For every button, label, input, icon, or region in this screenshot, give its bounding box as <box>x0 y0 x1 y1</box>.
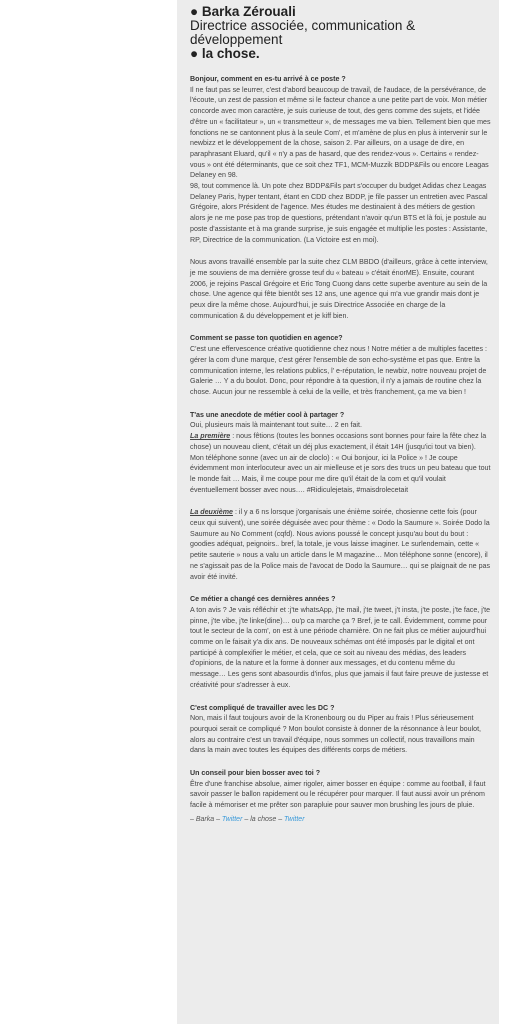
question-heading: T'as une anecdote de métier cool à partager ? <box>190 410 345 419</box>
answer-intro: Oui, plusieurs mais là maintenant tout suite… 2 en fait. <box>190 421 362 430</box>
answer-paragraph: Être d'une franchise absolue, aimer rigoler, aimer bosser en équipe : comme au football, il faut savoir passer le ballon rapidement ou le récupérer pour marquer. Il faut aussi avoir un prénom facile à mémoriser et me prêter son parapluie pour sauver mon brushing les jours de pluie. <box>190 779 486 810</box>
anecdote-second <box>190 507 491 582</box>
section-daily <box>190 333 491 397</box>
section-dc <box>190 703 491 757</box>
person-title-cont: développement <box>190 32 283 47</box>
answer-paragraph: Non, mais il faut toujours avoir de la Kronenbourg ou du Piper au frais ! Plus sérieusement pourquoi serait ce compliqué ? Mon boulot consiste à donner de la résonnance à leur boulot, alors au contraire c'est un travail d'équipe, nous sommes un collectif, nous travaillons main dans la main avec toutes les équipes des différents corps de métiers. <box>190 714 482 755</box>
question-heading: C'est compliqué de travailler avec les DC ? <box>190 703 335 712</box>
answer-paragraph: C'est une effervescence créative quotidienne chez nous ! Notre métier a de multiples facettes : gérer la com d'une marque, c'est gérer l'ensemble de son echo-système et pas que. Entre la communication interne, les relations publics, l' e-réputation, le newbiz, notre nouveau projet de Galerie … Y a du boulot. Donc, pour répondre à ta question, il n'y a jamais de routine chez la chose. Aucun jour ne ressemble à celui de la veille, et très franchement, ça me va bien ! <box>190 345 487 396</box>
question-heading: Ce métier a changé ces dernières années ? <box>190 595 336 604</box>
answer-paragraph: Il ne faut pas se leurrer, c'est d'abord beaucoup de travail, de l'audace, de la persévérance, de l'écoute, un zest de passion et même si le facteur chance a une petite part de voix. Mon métier concorde avec mon caractère, je suis curieuse de tout, des gens comme des sujets, et l'idée d'être un « facilitateur », un « transmetteur », de messages me va bien. Tellement bien que mes fonctions ne se cantonnent plus à la seule Com', et m'amène de plus en plus à intervenir sur le newbizz et le développement de la chose, saison 2. Par ailleurs, on a usage de dire, en paraphrasant Eluard, qu'il « n'y a pas de hasard, que des rendez-vous ». Certains « rendez-vous » ont été déterminants, que ce soit chez TF1, MCM-Muzzik BDDP&Fils ou encore Leagas Delaney en 98. <box>190 85 491 180</box>
twitter-link-lachose[interactable]: Twitter <box>284 815 305 823</box>
twitter-link-barka[interactable]: Twitter <box>221 815 243 823</box>
agency-name: ● la chose. <box>190 46 260 61</box>
anecdote-label: La deuxième <box>190 508 233 517</box>
answer-paragraph: 98, tout commence là. Un pote chez BDDP&Fils part s'occuper du budget Adidas chez Leagas Delaney Paris, hyper tentant, étant en CDD chez BDDP, je file passer un entretien avec Pascal Grégoire, alors Président de l'agence. Mes études me destinaient à des métiers de gestion alors je ne me pose pas trop de questions, prétendant n'avoir qu'un BTS et là foi, je postule au poste d'assistante et à ma grande surprise, je suis engagée et multiplie les postes : Assistante, RP, Directrice de la communication. (La Victoire est en moi). <box>190 182 488 244</box>
anecdote-text: : il y a 6 ns lorsque j'organisais une énième soirée, chosienne cette fois (pour ceux qui suivent), une soirée déguisée avec pour thème : « Dodo la Saumure ». Soirée Dodo la Saumure au No Comment (cqfd). Nous avions poussé le concept jusqu'au bout du bout : goodies adéquat, peignoirs.. bref, la totale, je vous laisse imaginer. Le surlendemain, cette « petite sauterie » nous a valu un article dans le M magazine… Mon téléphone sonne (encore), il ne s'agissait pas de la Police mais de l'avocat de Dodo la Saumure… qui se plaignait de ne pas avoir été invité. <box>190 508 491 581</box>
question-heading: Un conseil pour bien bosser avec toi ? <box>190 769 321 778</box>
anecdote-label: La première <box>190 432 231 441</box>
question-heading: Bonjour, comment en es-tu arrivé à ce poste ? <box>190 75 346 83</box>
anecdote-first <box>190 431 491 495</box>
footer-prefix: – Barka – <box>190 815 222 823</box>
footer-middle: – la chose – <box>242 815 285 823</box>
answer-paragraph: Nous avons travaillé ensemble par la suite chez CLM BBDO (d'ailleurs, grâce à cette interview, je me souviens de ma dernière grosse teuf du « bateau » c'était énorME). Ensuite, courant 2006, je rejoins Pascal Grégoire et Eric Tong Cuong dans cette superbe aventure au sein de la chose. Une agence qui fête bientôt ses 12 ans, une agence qui m'a vue grandir mais dont je peux dire la même chose. Aujourd'hui, je suis Directrice Associée en charge de la communication & du développement et je kiff bien. <box>190 258 488 320</box>
section-change <box>190 594 491 690</box>
article-panel <box>177 0 499 1024</box>
person-name: ● Barka Zérouali <box>190 4 296 19</box>
article-footer <box>190 815 491 825</box>
anecdote-text: : nous fêtions (toutes les bonnes occasions sont bonnes pour faire la fête chez la chose) un nouveau client, c'était un déj plus exactement, il était 14H (jusqu'ici tout va bien). Mon téléphone sonne (avec un air de cloclo) : « Oui bonjour, ici la Police » ! Je coupe évidemment mon interlocuteur avec un air mielleuse et je sors des trucs un peu bateau que tout le monde fait … Mais, il me coupe pour me dire qu'il était de la com et qu'il voulait éventuellement bosser avec nous…. #Ridiculejetais, #maisdrolecetait <box>190 432 491 494</box>
section-advice <box>190 768 491 811</box>
section-anecdote <box>190 410 491 583</box>
answer-paragraph: A ton avis ? Je vais réfléchir et :j'te whatsApp, j'te mail, j'te tweet, j't insta, j'te poste, j'te face, j'te pinne, j'te vibe, j'te linke(dine)… ou'p ca marche ça ? Bref, je te call. Évidemment, comme pour tout le secteur de la com', on est à une période charnière. On ne fait plus ce métier aujourd'hui comme on le faisait y'a dix ans. De nouveaux schémas ont été imposés par le digital et ont participé à complexifier le métier, et cela, que ce soit au niveau des médias, des leaders d'opinions, de la nature et la forme à donner aux messages, et du contenu même du message… Les gens sont abasourdis d'infos, plus que jamais il faut faire preuve de justesse et créativité pour s'adresser à eux. <box>190 605 491 689</box>
person-title: Directrice associée, communication & <box>190 18 416 33</box>
section-career <box>190 74 491 321</box>
question-heading: Comment se passe ton quotidien en agence? <box>190 334 343 343</box>
